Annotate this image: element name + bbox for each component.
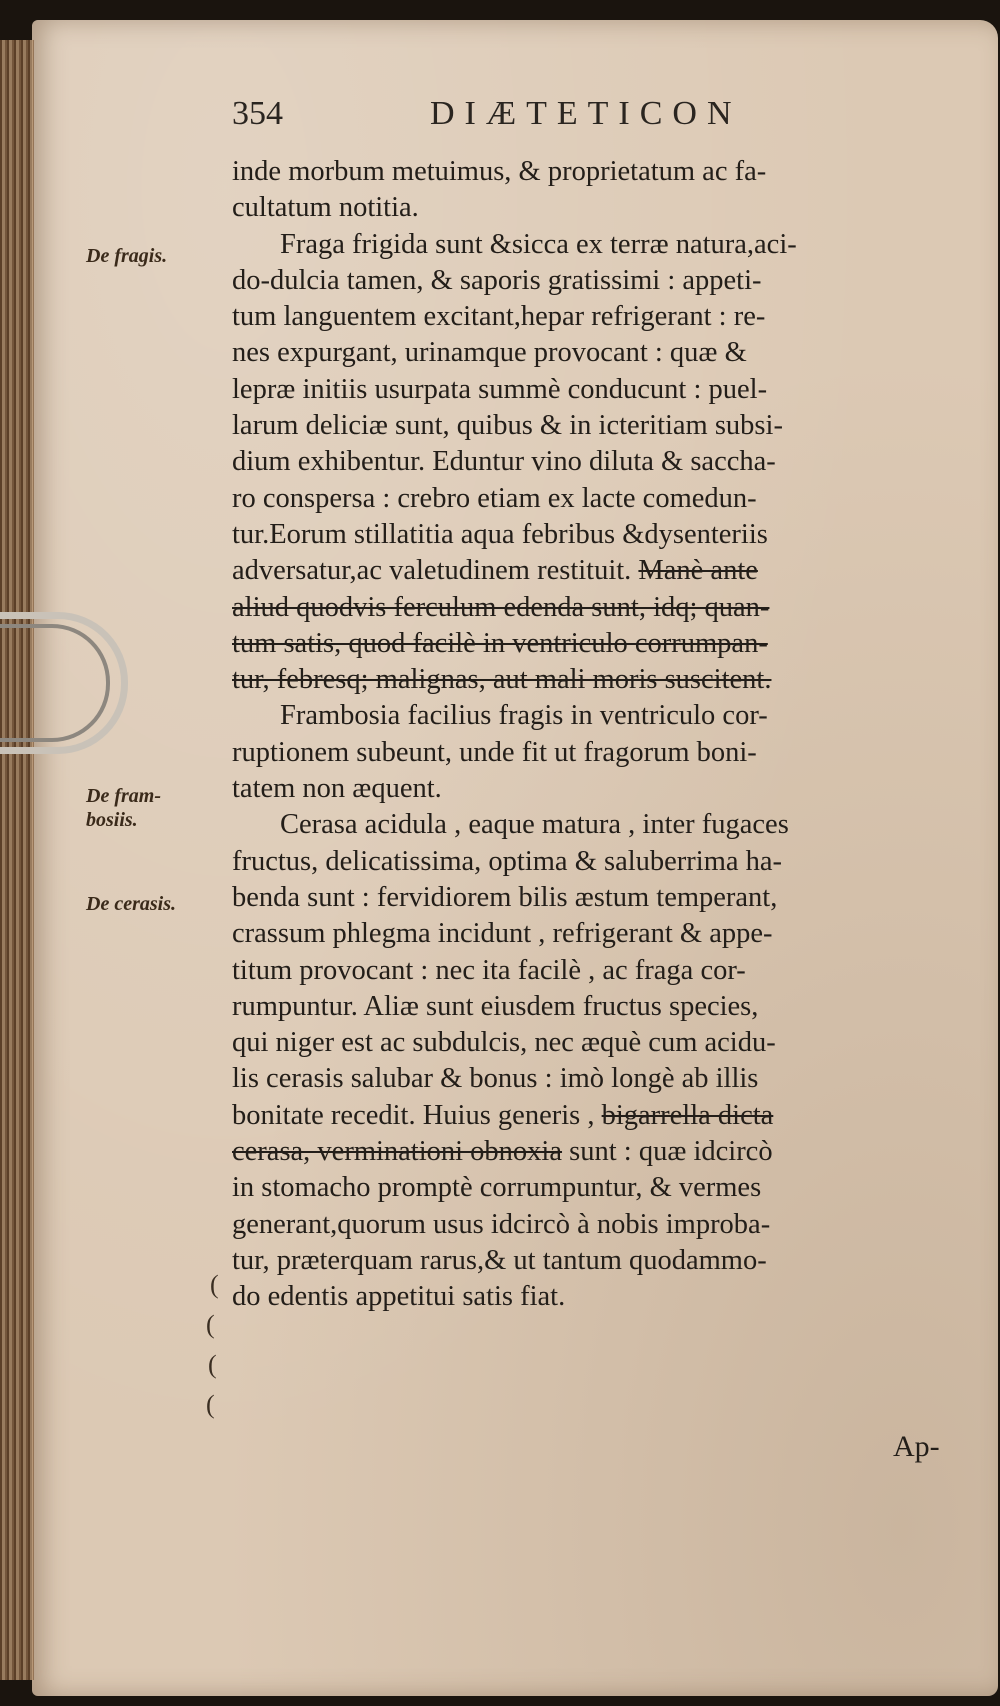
text-line bbox=[232, 553, 962, 589]
text-line bbox=[232, 1134, 962, 1170]
text-line-part: bonitate recedit. Huius generis , bbox=[232, 1099, 595, 1131]
text-line: larum deliciæ sunt, quibus & in icteritiam subsi- bbox=[232, 410, 783, 442]
text-line: tum languentem excitant,hepar refrigerant : re- bbox=[232, 301, 766, 333]
running-title: DIÆTETICON bbox=[430, 95, 742, 132]
text-line: fructus, delicatissima, optima & saluberrima ha- bbox=[232, 845, 783, 877]
paper-clip-inner bbox=[0, 624, 110, 742]
text-line: benda sunt : fervidiorem bilis æstum temperant, bbox=[232, 881, 778, 913]
text-line: lepræ initiis usurpata summè conducunt : puel- bbox=[232, 373, 768, 405]
page-header bbox=[232, 95, 952, 139]
text-line: generant,quorum usus idcircò à nobis improba- bbox=[232, 1208, 771, 1240]
text-line: Frambosia facilius fragis in ventriculo cor- bbox=[280, 700, 768, 732]
struck-line: tum satis, quod facilè in ventriculo corrumpan- bbox=[232, 627, 768, 659]
text-line: dium exhibentur. Eduntur vino diluta & saccha- bbox=[232, 446, 776, 478]
text-line: in stomacho promptè corrumpuntur, & vermes bbox=[232, 1172, 762, 1204]
text-line: crassum phlegma incidunt , refrigerant & appe- bbox=[232, 918, 773, 950]
text-line: cultatum notitia. bbox=[232, 192, 419, 224]
text-line: rumpuntur. Aliæ sunt eiusdem fructus species, bbox=[232, 990, 759, 1022]
text-line: lis cerasis salubar & bonus : imò longè ab illis bbox=[232, 1063, 759, 1095]
margin-note-fragis: De fragis. bbox=[86, 245, 168, 267]
page-number: 354 bbox=[232, 95, 283, 132]
margin-bracket-mark: ( bbox=[206, 1390, 215, 1419]
body-text bbox=[232, 154, 962, 1316]
text-line: do edentis appetitui satis fiat. bbox=[232, 1281, 566, 1313]
text-line: do-dulcia tamen, & saporis gratissimi : appeti- bbox=[232, 264, 762, 296]
margin-note-cerasis: De cerasis. bbox=[86, 893, 176, 915]
text-line-part: adversatur,ac valetudinem restituit. bbox=[232, 555, 632, 587]
text-line: qui niger est ac subdulcis, nec æquè cum acidu- bbox=[232, 1027, 776, 1059]
text-line-part: sunt : quæ idcircò bbox=[569, 1136, 773, 1168]
text-line: tur, præterquam rarus,& ut tantum quodammo- bbox=[232, 1244, 767, 1276]
catchword: Ap- bbox=[893, 1430, 940, 1463]
text-line: tur.Eorum stillatitia aqua febribus &dysenteriis bbox=[232, 518, 768, 550]
page-edges bbox=[0, 40, 34, 1680]
text-line: inde morbum metuimus, & proprietatum ac fa- bbox=[232, 156, 767, 187]
struck-line: tur, febresq; malignas, aut mali moris suscitent. bbox=[232, 664, 772, 696]
text-line: Fraga frigida sunt &sicca ex terræ natura,aci- bbox=[280, 228, 797, 260]
margin-bracket-mark: ( bbox=[210, 1270, 219, 1299]
text-line: nes expurgant, urinamque provocant : quæ & bbox=[232, 337, 747, 369]
text-line bbox=[232, 1098, 962, 1134]
struck-line: aliud quodvis ferculum edenda sunt, idq; quan- bbox=[232, 591, 770, 623]
margin-note-frambosiis-2: bosiis. bbox=[86, 809, 138, 831]
text-line: tatem non æquent. bbox=[232, 773, 442, 805]
text-line: Cerasa acidula , eaque matura , inter fugaces bbox=[280, 809, 789, 841]
text-line: titum provocant : nec ita facilè , ac fraga cor- bbox=[232, 954, 746, 986]
text-line: ro conspersa : crebro etiam ex lacte comedun- bbox=[232, 482, 757, 514]
margin-note-frambosiis-1: De fram- bbox=[86, 785, 161, 807]
struck-text: Manè ante bbox=[638, 555, 758, 587]
margin-bracket-mark: ( bbox=[206, 1310, 215, 1339]
struck-text: bigarrella dicta bbox=[601, 1099, 774, 1131]
text-line: ruptionem subeunt, unde fit ut fragorum boni- bbox=[232, 736, 757, 768]
margin-bracket-mark: ( bbox=[208, 1350, 217, 1379]
struck-text: cerasa, verminationi obnoxia bbox=[232, 1136, 563, 1168]
